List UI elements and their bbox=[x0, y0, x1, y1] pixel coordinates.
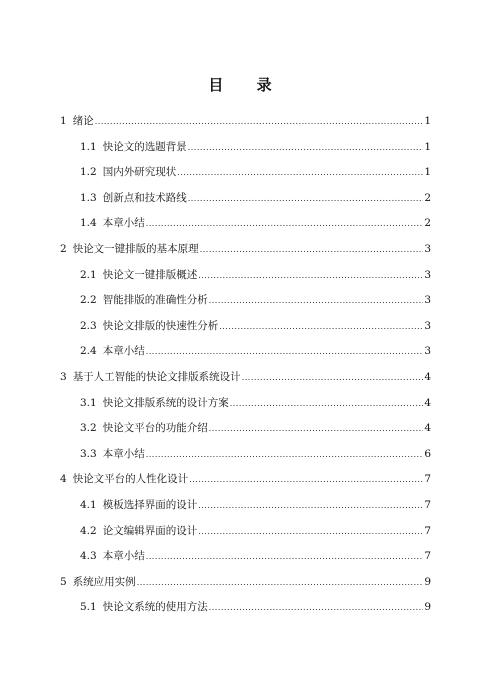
toc-entry-number: 4 bbox=[60, 473, 67, 486]
toc-entry[interactable] bbox=[80, 216, 431, 230]
toc-entry-number: 1.4 bbox=[80, 217, 97, 230]
toc-leader-dots bbox=[146, 549, 424, 564]
toc-entry-page: 4 bbox=[424, 422, 431, 435]
toc-entry-page: 7 bbox=[424, 499, 431, 511]
toc-entry-page: 4 bbox=[424, 371, 431, 383]
toc-entry-page: 1 bbox=[424, 166, 431, 179]
toc-entry-page: 9 bbox=[424, 601, 431, 614]
toc-leader-dots bbox=[188, 191, 424, 206]
toc-entry-page: 9 bbox=[424, 575, 431, 588]
toc-entry-number: 4.1 bbox=[80, 499, 97, 511]
toc-leader-dots bbox=[230, 396, 424, 411]
toc-entry-number: 1.1 bbox=[80, 140, 97, 153]
toc-entry-number: 2.3 bbox=[80, 319, 97, 332]
toc-leader-dots bbox=[242, 370, 424, 385]
toc-entry-number: 2.2 bbox=[80, 294, 97, 307]
toc-entry[interactable] bbox=[80, 319, 431, 333]
toc-entry-page: 7 bbox=[424, 524, 431, 537]
toc-entry-number: 3 bbox=[60, 371, 67, 383]
toc-leader-dots bbox=[177, 165, 423, 180]
toc-entry[interactable] bbox=[80, 191, 431, 205]
toc-entry-label: 快论文平台的功能介绍 bbox=[102, 422, 208, 435]
toc-entry-number: 4.2 bbox=[80, 524, 97, 537]
toc-entry-page: 3 bbox=[424, 243, 431, 255]
toc-entry[interactable] bbox=[80, 165, 431, 179]
toc-entry[interactable] bbox=[80, 447, 431, 461]
toc-leader-dots bbox=[188, 140, 424, 155]
toc-entry-page: 3 bbox=[424, 294, 431, 307]
toc-entry-number: 3.2 bbox=[80, 422, 97, 435]
toc-entry[interactable] bbox=[60, 575, 431, 589]
toc-entry-label: 快论文排版的快速性分析 bbox=[102, 319, 219, 332]
toc-leader-dots bbox=[137, 575, 424, 590]
toc-leader-dots bbox=[209, 421, 424, 436]
toc-leader-dots bbox=[198, 524, 423, 539]
toc-entry-label: 快论文平台的人性化设计 bbox=[72, 473, 189, 486]
toc-entry-number: 1.3 bbox=[80, 191, 97, 204]
toc-entry[interactable] bbox=[80, 140, 431, 154]
toc-entry[interactable] bbox=[80, 396, 431, 410]
toc-entry-page: 7 bbox=[424, 473, 431, 486]
toc-entry-number: 5.1 bbox=[80, 601, 97, 614]
toc-entry-number: 5 bbox=[60, 575, 67, 588]
toc-entry-page: 3 bbox=[424, 319, 431, 332]
toc-entry[interactable] bbox=[60, 370, 431, 384]
toc-leader-dots bbox=[219, 319, 423, 334]
toc-leader-dots bbox=[146, 447, 424, 462]
toc-entry[interactable] bbox=[80, 549, 431, 563]
toc-entry-number: 4.3 bbox=[80, 550, 97, 563]
toc-entry-number: 2.1 bbox=[80, 268, 97, 281]
toc-entry[interactable] bbox=[60, 242, 431, 256]
toc-entry-page: 2 bbox=[424, 217, 431, 230]
toc-entry-label: 本章小结 bbox=[102, 217, 145, 230]
toc-entry-page: 3 bbox=[424, 268, 431, 281]
toc-entry[interactable] bbox=[80, 600, 431, 614]
toc-entry-label: 智能排版的准确性分析 bbox=[102, 294, 208, 307]
toc-entry-label: 本章小结 bbox=[102, 550, 145, 563]
toc-entry-label: 本章小结 bbox=[102, 447, 145, 460]
toc-entry[interactable] bbox=[80, 498, 431, 512]
toc-entry-label: 快论文的选题背景 bbox=[102, 140, 187, 153]
toc-leader-dots bbox=[198, 498, 423, 513]
toc-leader-dots bbox=[189, 472, 423, 487]
toc-entry-page: 2 bbox=[424, 191, 431, 204]
toc-entry-label: 国内外研究现状 bbox=[102, 166, 177, 179]
toc-entry-page: 7 bbox=[424, 550, 431, 563]
toc-entry-page: 1 bbox=[424, 115, 431, 127]
toc-entry-number: 3.1 bbox=[80, 396, 97, 409]
toc-entry-label: 快论文系统的使用方法 bbox=[102, 601, 208, 614]
toc-entry[interactable] bbox=[80, 344, 431, 358]
toc-entry-number: 2 bbox=[60, 243, 67, 255]
toc-entry-label: 创新点和技术路线 bbox=[102, 191, 187, 204]
toc-entry[interactable] bbox=[60, 114, 431, 128]
toc-entry-label: 论文编辑界面的设计 bbox=[102, 524, 198, 537]
toc-entry-label: 本章小结 bbox=[102, 345, 145, 358]
toc-leader-dots bbox=[200, 242, 424, 257]
toc-entry-number: 2.4 bbox=[80, 345, 97, 358]
toc-entry[interactable] bbox=[80, 293, 431, 307]
toc-entry-page: 6 bbox=[424, 447, 431, 460]
toc-leader-dots bbox=[146, 344, 424, 359]
toc-leader-dots bbox=[95, 114, 424, 129]
toc-leader-dots bbox=[198, 268, 423, 283]
toc-entry-label: 基于人工智能的快论文排版系统设计 bbox=[72, 371, 241, 383]
toc-entry-number: 3.3 bbox=[80, 447, 97, 460]
toc-entry-page: 4 bbox=[424, 396, 431, 409]
toc-entry-label: 快论文一键排版的基本原理 bbox=[72, 243, 199, 255]
toc-entry-page: 1 bbox=[424, 140, 431, 153]
toc-entry[interactable] bbox=[80, 268, 431, 282]
toc-leader-dots bbox=[146, 216, 424, 231]
toc-title: 目 录 bbox=[208, 76, 286, 94]
toc-entry-number: 1 bbox=[60, 115, 67, 127]
toc-entry-label: 快论文排版系统的设计方案 bbox=[102, 396, 229, 409]
toc-entry[interactable] bbox=[80, 524, 431, 538]
toc-entry-label: 快论文一键排版概述 bbox=[102, 268, 198, 281]
toc-entry-label: 绪论 bbox=[72, 115, 94, 127]
toc-entry[interactable] bbox=[60, 472, 431, 486]
toc-entry-number: 1.2 bbox=[80, 166, 97, 179]
toc-leader-dots bbox=[209, 293, 424, 308]
toc-entry-label: 系统应用实例 bbox=[72, 575, 136, 588]
toc-entry-page: 3 bbox=[424, 345, 431, 358]
toc-entry-label: 模板选择界面的设计 bbox=[102, 499, 198, 511]
toc-leader-dots bbox=[209, 600, 424, 615]
toc-entry[interactable] bbox=[80, 421, 431, 435]
